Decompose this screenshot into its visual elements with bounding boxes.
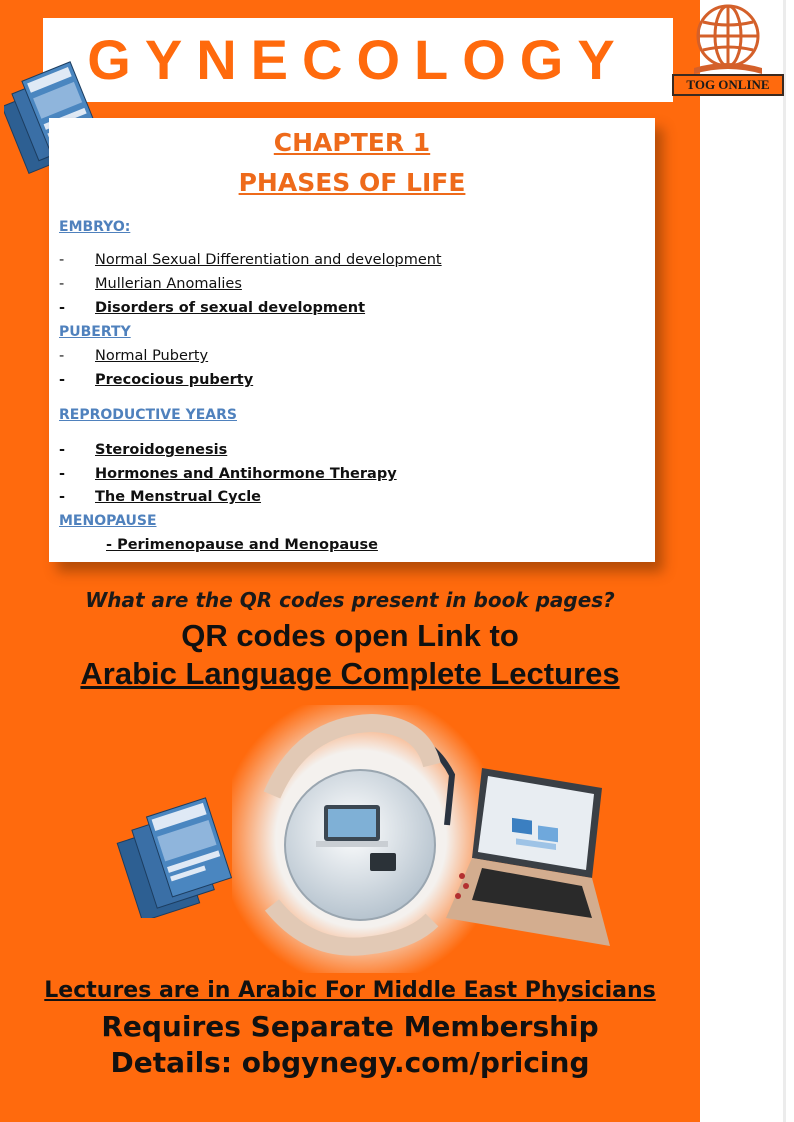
list-bullet: - [59, 442, 66, 458]
list-item-text: Normal Puberty [95, 348, 209, 364]
list-item-text: Hormones and Antihormone Therapy [95, 466, 397, 482]
section-heading-menopause: MENOPAUSE [59, 513, 157, 529]
right-margin-line [783, 0, 786, 1122]
list-bullet: - [59, 489, 66, 505]
section-heading-puberty: PUBERTY [59, 324, 131, 340]
chapter-contents-card [49, 118, 655, 562]
list-item-text: Normal Sexual Differentiation and development [95, 252, 442, 268]
list-bullet: - [59, 466, 66, 482]
list-bullet: - [59, 252, 65, 268]
list-bullet: - [59, 348, 65, 364]
list-item-text: Steroidogenesis [95, 442, 228, 458]
chapter-name: PHASES OF LIFE [238, 168, 466, 197]
book-stack-image [114, 790, 262, 918]
list-bullet: - [59, 372, 66, 388]
section-heading-embryo: EMBRYO: [59, 219, 131, 235]
list-bullet: - [59, 276, 65, 292]
pricing-details: Details: obgynegy.com/pricing [110, 1046, 590, 1079]
section-heading-reproductive: REPRODUCTIVE YEARS [59, 407, 237, 423]
list-bullet: - [59, 300, 66, 316]
qr-heading: QR codes open Link to [181, 618, 519, 653]
qr-question: What are the QR codes present in book pages? [85, 588, 615, 612]
list-item-text: - Perimenopause and Menopause [106, 537, 378, 553]
list-item-text: The Menstrual Cycle [95, 489, 262, 505]
right-margin-strip [700, 0, 794, 1122]
language-note: Lectures are in Arabic For Middle East Physicians [44, 978, 656, 1003]
qr-subheading: Arabic Language Complete Lectures [80, 656, 620, 691]
list-item-text: Mullerian Anomalies [95, 276, 242, 292]
list-item-text: Disorders of sexual development [95, 300, 366, 316]
chapter-number: CHAPTER 1 [273, 128, 431, 157]
membership-note: Requires Separate Membership [101, 1010, 599, 1043]
logo-badge: TOG ONLINE [672, 74, 784, 96]
laptop-image [442, 758, 610, 950]
list-item-text: Precocious puberty [95, 372, 254, 388]
page-title: GYNECOLOGY [87, 28, 629, 91]
